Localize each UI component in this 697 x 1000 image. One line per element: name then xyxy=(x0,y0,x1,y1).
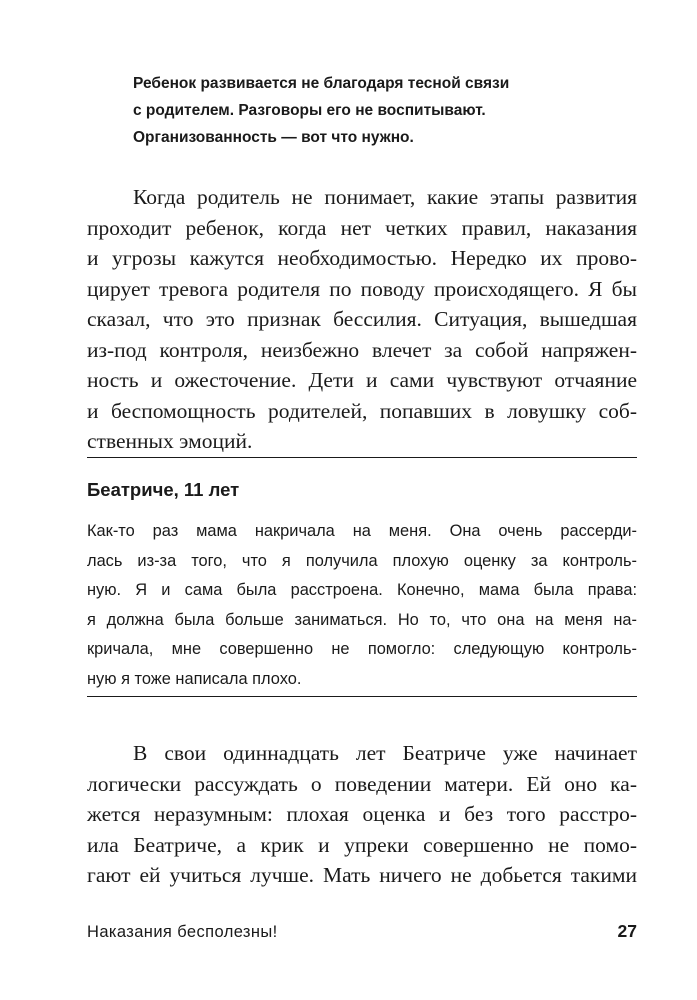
testimony-line: ную. Я и сама была расстроена. Конечно, мама была права: xyxy=(87,581,637,599)
paragraph-line: гают ей учиться лучше. Мать ничего не добьется такими xyxy=(87,863,637,887)
lead-quote-line: с родителем. Разговоры его не воспитывают. xyxy=(133,102,486,119)
body-paragraph-2 xyxy=(87,738,637,891)
lead-quote-line: Ребенок развивается не благодаря тесной связи xyxy=(133,75,510,92)
running-title: Наказания бесполезны! xyxy=(87,923,278,941)
paragraph-line: ность и ожесточение. Дети и сами чувствуют отчаяние xyxy=(87,368,637,392)
paragraph-line: сказал, что это признак бессилия. Ситуация, вышедшая xyxy=(87,307,637,331)
testimony-text xyxy=(87,517,637,694)
paragraph-line: жется неразумным: плохая оценка и без того расстро- xyxy=(87,802,637,826)
testimony-line: ную я тоже написала плохо. xyxy=(87,669,302,688)
testimony-line: Как-то раз мама накричала на меня. Она очень рассерди- xyxy=(87,522,637,540)
testimony-line: я должна была больше заниматься. Но то, что она на меня на- xyxy=(87,610,637,629)
testimony-title: Беатриче, 11 лет xyxy=(87,479,240,500)
box-top-divider xyxy=(87,457,637,458)
paragraph-line: Когда родитель не понимает, какие этапы развития xyxy=(133,185,637,209)
paragraph-line: и беспомощность родителей, попавших в ловушку соб- xyxy=(87,398,637,423)
paragraph-line: цирует тревога родителя по поводу происходящего. Я бы xyxy=(87,276,637,301)
paragraph-line: из-под контроля, неизбежно влечет за собой напряжен- xyxy=(87,337,637,362)
testimony-line: кричала, мне совершенно не помогло: следующую контроль- xyxy=(87,640,637,658)
lead-quote-line: Организованность — вот что нужно. xyxy=(133,129,414,146)
paragraph-line: В свои одиннадцать лет Беатриче уже начинает xyxy=(133,741,637,765)
paragraph-line: и угрозы кажутся необходимостью. Нередко их прово- xyxy=(87,246,637,270)
testimony-line: лась из-за того, что я получила плохую оценку за контроль- xyxy=(87,551,637,570)
body-paragraph-1 xyxy=(87,182,637,457)
lead-quote xyxy=(133,70,573,151)
page-number: 27 xyxy=(617,921,637,941)
paragraph-line: логически рассуждать о поведении матери. Ей оно ка- xyxy=(87,771,637,796)
paragraph-line: ила Беатриче, а крик и упреки совершенно не помо- xyxy=(87,832,637,857)
paragraph-line: ственных эмоций. xyxy=(87,429,253,453)
box-bottom-divider xyxy=(87,696,637,697)
paragraph-line: проходит ребенок, когда нет четких правил, наказания xyxy=(87,215,637,240)
